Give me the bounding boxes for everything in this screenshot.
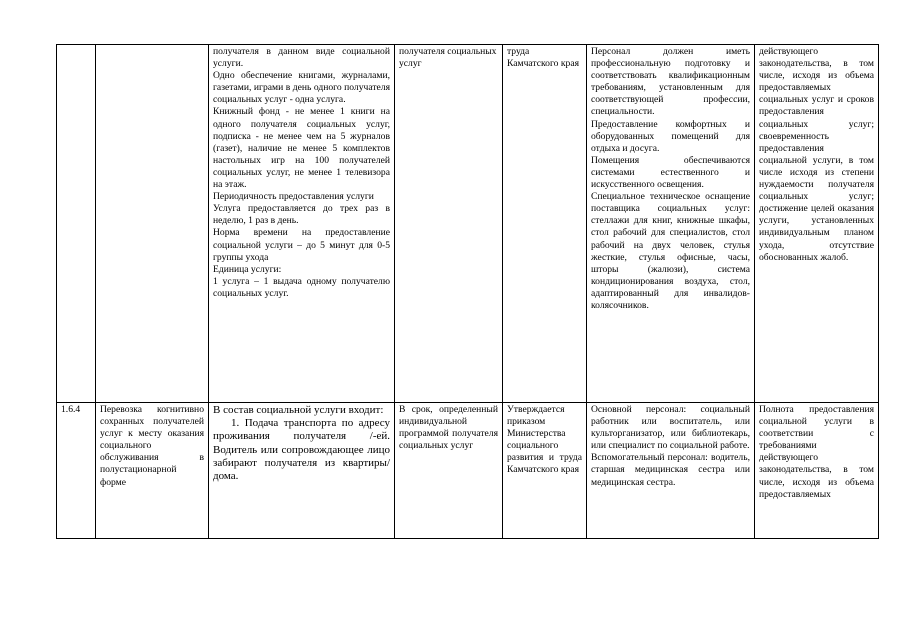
content-paragraph: получателя в данном виде социальной услуги. bbox=[213, 46, 390, 70]
conditions-paragraph: Персонал должен иметь профессиональную подготовку и соответствовать квалификационным требованиям, установленным для соответствующей профессии, специальности. bbox=[591, 46, 750, 118]
content-paragraph: Одно обеспечение книгами, журналами, газетами, играми в день одного получателя социальных услуг - одна услуга. bbox=[213, 70, 390, 106]
content-heading: В состав социальной услуги входит: bbox=[213, 404, 384, 416]
content-item: 1. Подача транспорта по адресу проживания получателя /-ей. Водитель или сопровождающее лицо забирают получателя из квартиры/дома. bbox=[213, 417, 390, 483]
conditions-paragraph: Основной персонал: социальный работник или воспитатель, или культорганизатор, или библиотекарь, или специалист по социальной работе. bbox=[591, 404, 750, 452]
service-name-cell bbox=[96, 45, 209, 403]
conditions-paragraph: Вспомогательный персонал: водитель, старшая медицинская сестра или медицинская сестра. bbox=[591, 452, 750, 488]
conditions-paragraph: Предоставление комфортных и оборудованных помещений для отдыха и досуга. bbox=[591, 118, 750, 154]
content-paragraph: Норма времени на предоставление социальной услуги – до 5 минут для 0-5 группы ухода bbox=[213, 227, 390, 263]
service-conditions-cell bbox=[587, 403, 755, 539]
content-paragraph: Периодичность предоставления услуги bbox=[213, 191, 374, 203]
conditions-paragraph: Специальное техническое оснащение поставщика социальных услуг: стеллажи для книг, книжные шкафы, стол рабочий для специалистов, стол рабочий на двух человек, стулья жесткие, стулья офисные, часы, шторы (жалюзи), система кондиционирования воздуха, стол, адаптированный для инвалидов-колясочников. bbox=[591, 191, 750, 311]
content-paragraph: Книжный фонд - не менее 1 книги на одного получателя социальных услуг, подписка - не менее чем на 5 журналов (газет), наличие не менее 5 комплектов настольных игр на 100 получателей социальных услуг, не менее 1 телевизора на этаж. bbox=[213, 106, 390, 191]
table-row bbox=[57, 45, 879, 403]
service-content-cell bbox=[209, 403, 395, 539]
service-indicators-cell: Полнота предоставления социальной услуги в соответствии с требованиями действующего законодательства, в том числе, исходя из объема предоставляемых bbox=[755, 403, 879, 539]
content-paragraph: Услуга предоставляется до трех раз в неделю, 1 раз в день. bbox=[213, 203, 390, 227]
row-number-cell bbox=[57, 45, 96, 403]
content-paragraph: 1 услуга – 1 выдача одному получателю социальных услуг. bbox=[213, 275, 390, 299]
table-row bbox=[57, 403, 879, 539]
service-tariff-cell: Утверждается приказом Министерства социального развития и труда Камчатского края bbox=[503, 403, 587, 539]
service-tariff-cell: труда Камчатского края bbox=[503, 45, 587, 403]
service-indicators-cell: действующего законодательства, в том числе, исходя из объема предоставляемых социальных услуг и сроков предоставления социальных услуг; своевременность предоставления социальной услуги, в том числе исходя из степени нуждаемости получателя социальных услуг; достижение целей оказания услуги, установленных индивидуальным планом ухода, отсутствие обоснованных жалоб. bbox=[755, 45, 879, 403]
conditions-paragraph: Помещения обеспечиваются системами естественного и искусственного освещения. bbox=[591, 154, 750, 191]
services-table bbox=[56, 44, 879, 539]
service-term-cell: В срок, определенный индивидуальной программой получателя социальных услуг bbox=[395, 403, 503, 539]
service-term-cell: получателя социальных услуг bbox=[395, 45, 503, 403]
content-paragraph: Единица услуги: bbox=[213, 263, 282, 275]
service-name-cell: Перевозка когнитивно сохранных получателей услуг к месту оказания социального обслуживания в полустационарной форме bbox=[96, 403, 209, 539]
service-conditions-cell bbox=[587, 45, 755, 403]
row-number-cell: 1.6.4 bbox=[57, 403, 96, 539]
service-content-cell bbox=[209, 45, 395, 403]
